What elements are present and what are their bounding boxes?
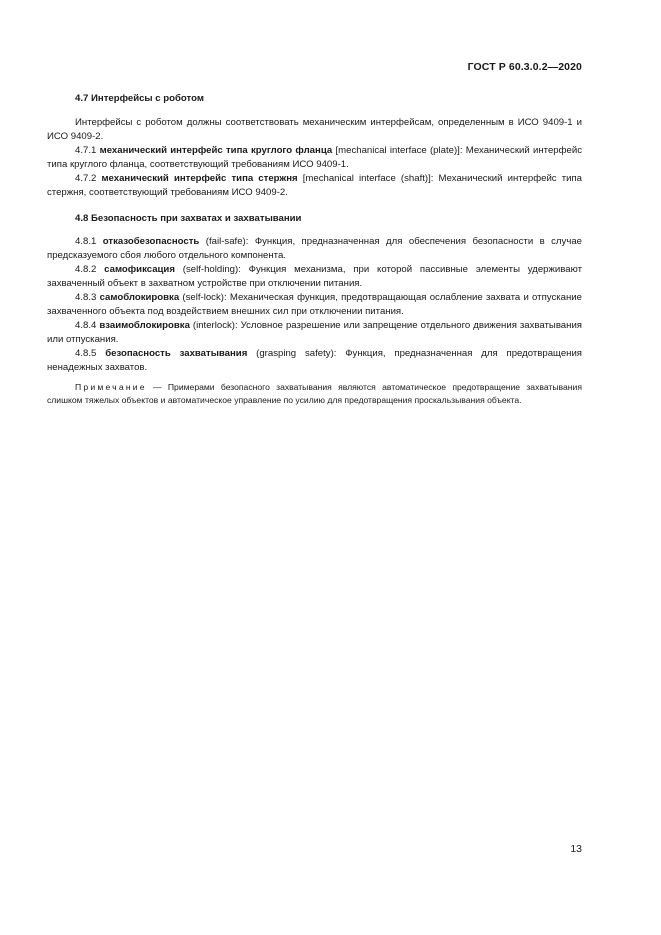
clause-number: 4.8.2 — [75, 264, 97, 275]
clause-term: безопасность захватывания — [105, 348, 248, 359]
clause-number: 4.7.2 — [75, 173, 97, 184]
clause-term: отказобезопасность — [102, 236, 200, 247]
clause-term: самофиксация — [104, 264, 175, 275]
clause-4-7-2 — [47, 172, 582, 200]
clause-4-8-2 — [47, 263, 582, 291]
clause-number: 4.8.5 — [75, 348, 97, 359]
document-code: ГОСТ Р 60.3.0.2—2020 — [467, 61, 582, 73]
clause-4-7-1 — [47, 144, 582, 172]
clause-term: механический интерфейс типа стержня — [101, 173, 298, 184]
clause-4-8-1 — [47, 235, 582, 263]
section-heading-4-8: 4.8 Безопасность при захватах и захватывании — [75, 213, 302, 224]
page-content — [47, 92, 582, 407]
clause-definition: [mechanical interface (plate)]: Механический интерфейс типа круглого фланца, соответствующий требованиям ИСО 9409-1. — [47, 145, 583, 170]
clause-term: механический интерфейс типа круглого фланца — [99, 145, 333, 156]
clause-definition: (grasping safety): Функция, предназначенная для предотвращения ненадежных захватов. — [47, 348, 583, 373]
clause-definition: (fail-safe): Функция, предназначенная для обеспечения безопасности в случае предсказуемого сбоя любого отдельного компонента. — [47, 236, 582, 261]
clause-definition: (self-holding): Функция механизма, при которой пассивные элементы удерживают захваченный объект в захватном устройстве при отключении питания. — [47, 264, 582, 289]
clause-number: 4.8.1 — [75, 236, 97, 247]
clause-number: 4.7.1 — [75, 145, 97, 156]
section-4-7-intro: Интерфейсы с роботом должны соответствовать механическим интерфейсам, определенным в ИСО 9409-1 и ИСО 9409-2. — [47, 117, 582, 142]
clause-number: 4.8.4 — [75, 320, 97, 331]
section-heading-4-7: 4.7 Интерфейсы с роботом — [75, 93, 204, 104]
clause-4-8-5 — [47, 347, 582, 375]
clause-definition: (self-lock): Механическая функция, предотвращающая ослабление захвата и отпускание захваченного объекта под воздействием внешних сил при отключении питания. — [47, 292, 582, 317]
clause-number: 4.8.3 — [75, 292, 97, 303]
clause-definition: (interlock): Условное разрешение или запрещение отдельного движения захватывания или отпускания. — [47, 320, 582, 345]
clause-definition: [mechanical interface (shaft)]: Механический интерфейс типа стержня, соответствующий требованиям ИСО 9409-2. — [47, 173, 582, 198]
clause-4-8-3 — [47, 291, 582, 319]
note-text: — Примерами безопасного захватывания являются автоматическое предотвращение захватывания слишком тяжелых объектов и автоматическое управление по усилию для предотвращения проскальзывания объекта. — [47, 382, 582, 405]
note-paragraph — [47, 381, 582, 407]
clause-term: самоблокировка — [99, 292, 180, 303]
page-number: 13 — [570, 843, 582, 855]
clause-4-8-4 — [47, 319, 582, 347]
clause-term: взаимоблокировка — [99, 320, 190, 331]
note-label: Примечание — [75, 382, 147, 392]
